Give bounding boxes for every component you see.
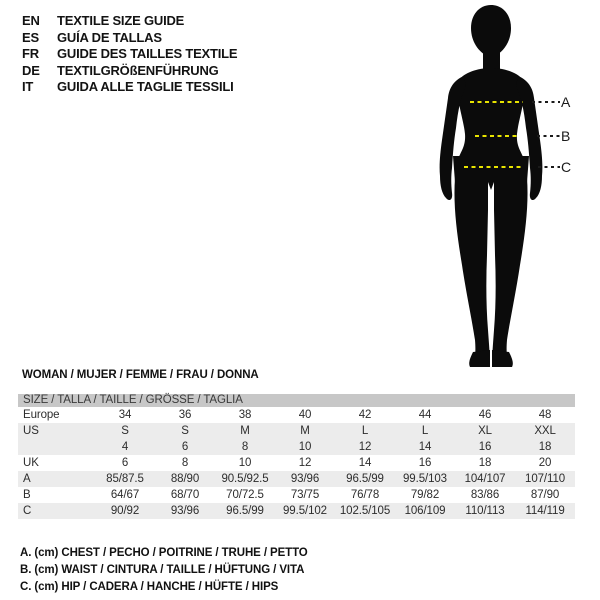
table-cell: 114/119	[525, 504, 565, 517]
table-cell: 88/90	[170, 472, 200, 485]
table-header-row	[18, 394, 575, 407]
language-list	[22, 13, 237, 96]
table-cell: 4	[121, 440, 129, 453]
table-cell: 16	[418, 456, 432, 469]
table-cell: 83/86	[470, 488, 500, 501]
table-cell: 8	[241, 440, 249, 453]
language-row-en	[22, 13, 237, 30]
table-row	[18, 455, 575, 471]
table-cell: M	[240, 424, 250, 437]
language-code: FR	[22, 46, 39, 62]
table-cell: 6	[121, 456, 129, 469]
table-cell: 18	[478, 456, 492, 469]
table-cell: 96.5/99	[346, 472, 384, 485]
language-code: EN	[22, 13, 40, 28]
table-row	[18, 439, 575, 455]
table-cell: L	[421, 424, 429, 437]
table-cell: 70/72.5	[226, 488, 264, 501]
legend-line-chest: A. (cm) CHEST / PECHO / POITRINE / TRUHE / PETTO	[20, 547, 308, 559]
woman-silhouette-graphic	[420, 0, 580, 372]
table-cell: 106/109	[404, 504, 446, 517]
section-title: WOMAN / MUJER / FEMME / FRAU / DONNA	[22, 369, 259, 381]
language-label: GUÍA DE TALLAS	[57, 29, 162, 45]
language-label: GUIDE DES TAILLES TEXTILE	[57, 46, 238, 62]
table-cell: XXL	[534, 424, 556, 437]
table-cell: 87/90	[530, 488, 560, 501]
table-cell: 20	[538, 456, 552, 469]
table-cell: 8	[181, 456, 189, 469]
table-header: SIZE / TALLA / TAILLE / GRÖSSE / TAGLIA	[18, 394, 575, 407]
table-cell: L	[361, 424, 369, 437]
table-cell: 64/67	[110, 488, 140, 501]
language-code: ES	[22, 29, 39, 45]
body-measurement-figure	[420, 0, 600, 372]
table-cell: 90/92	[110, 504, 140, 517]
table-row	[18, 407, 575, 423]
table-cell: 90.5/92.5	[221, 472, 269, 485]
language-row-es	[22, 30, 237, 47]
table-row	[18, 471, 575, 487]
language-row-de	[22, 63, 237, 80]
table-cell: 44	[418, 408, 432, 421]
table-cell: 34	[118, 408, 132, 421]
table-row	[18, 503, 575, 519]
table-cell: 40	[298, 408, 312, 421]
language-row-fr	[22, 46, 237, 63]
table-cell: 102.5/105	[339, 504, 391, 517]
row-label: US	[23, 424, 39, 437]
table-cell: 79/82	[410, 488, 440, 501]
language-label: GUIDA ALLE TAGLIE TESSILI	[57, 79, 234, 95]
table-cell: 99.5/102	[283, 504, 327, 517]
table-cell: S	[121, 424, 129, 437]
figure-label-chest: A	[561, 94, 571, 110]
table-cell: S	[181, 424, 189, 437]
table-cell: 48	[538, 408, 552, 421]
table-cell: 73/75	[290, 488, 320, 501]
woman-silhouette	[440, 5, 543, 367]
table-cell: 6	[181, 440, 189, 453]
table-cell: 107/110	[525, 472, 566, 485]
language-label: TEXTILGRÖßENFÜHRUNG	[57, 62, 219, 78]
table-cell: 12	[298, 456, 312, 469]
table-cell: 93/96	[170, 504, 200, 517]
table-cell: 16	[478, 440, 492, 453]
table-cell: 76/78	[350, 488, 380, 501]
table-cell: 96.5/99	[226, 504, 264, 517]
table-cell: M	[300, 424, 310, 437]
row-label	[18, 439, 95, 455]
row-label: B	[23, 488, 31, 501]
table-cell: 14	[418, 440, 432, 453]
table-cell: 10	[298, 440, 312, 453]
row-label: Europe	[23, 408, 60, 421]
table-cell: 42	[358, 408, 372, 421]
table-cell: 104/107	[464, 472, 506, 485]
language-row-it	[22, 79, 237, 96]
language-code: IT	[22, 79, 34, 95]
figure-label-waist: B	[561, 128, 571, 144]
legend-line-hip: C. (cm) HIP / CADERA / HANCHE / HÜFTE / HIPS	[20, 580, 279, 593]
row-label: C	[23, 504, 32, 517]
table-row	[18, 487, 575, 503]
table-cell: 12	[358, 440, 372, 453]
language-code: DE	[22, 62, 40, 78]
table-cell: 36	[178, 408, 192, 421]
table-cell: 93/96	[290, 472, 320, 485]
table-cell: 18	[538, 440, 552, 453]
table-cell: 68/70	[170, 488, 200, 501]
size-table	[18, 394, 575, 519]
language-label: TEXTILE SIZE GUIDE	[57, 13, 185, 28]
row-label: UK	[23, 456, 39, 469]
table-cell: 85/87.5	[106, 472, 144, 485]
table-cell: 10	[238, 456, 252, 469]
table-cell: 38	[238, 408, 252, 421]
legend-line-waist: B. (cm) WAIST / CINTURA / TAILLE / HÜFTUNG / VITA	[20, 563, 305, 576]
table-cell: 14	[358, 456, 372, 469]
table-row	[18, 423, 575, 439]
table-cell: 110/113	[465, 504, 505, 517]
table-cell: 99.5/103	[403, 472, 447, 485]
measurement-legend	[20, 545, 308, 596]
table-cell: XL	[478, 424, 492, 437]
table-cell: 46	[478, 408, 492, 421]
row-label: A	[23, 472, 31, 485]
figure-label-hip: C	[561, 159, 572, 175]
